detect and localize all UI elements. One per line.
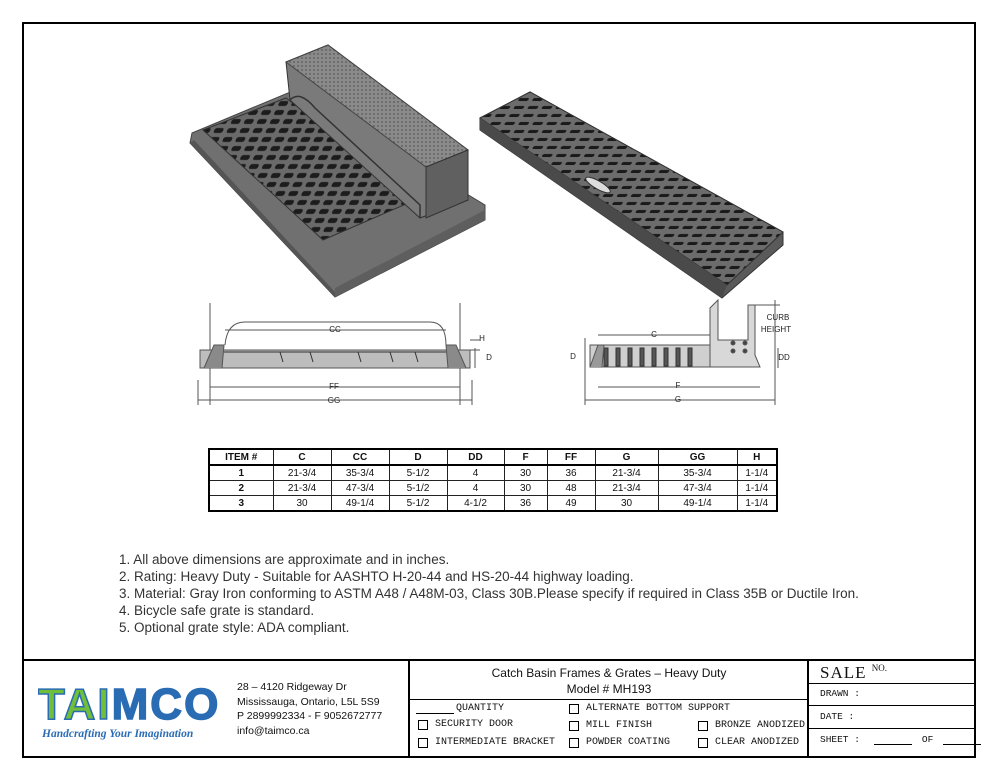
logo-letter: M — [111, 681, 151, 729]
table-cell: 1-1/4 — [737, 496, 777, 512]
model-number: Model # MH193 — [566, 682, 652, 696]
checkbox[interactable] — [418, 720, 428, 730]
notes-list — [119, 551, 859, 636]
dim-gg-label: GG — [327, 396, 341, 405]
table-cell: 36 — [547, 465, 595, 481]
dimension-table — [208, 448, 778, 512]
table-cell: 30 — [273, 496, 331, 512]
table-cell: 49 — [547, 496, 595, 512]
note-item: 3. Material: Gray Iron conforming to ASTM A48 / A48M-03, Class 30B.Please specify if required in Class 35B or Ductile Iron. — [119, 586, 859, 601]
col-header: DD — [447, 449, 504, 465]
table-header-row — [209, 449, 777, 465]
logo-letter: O — [184, 681, 221, 729]
table-cell: 36 — [504, 496, 547, 512]
title-block-top-rule — [22, 659, 976, 661]
curb-inlet-frame-illustration — [190, 45, 485, 297]
col-header: CC — [331, 449, 389, 465]
table-cell: 30 — [595, 496, 658, 512]
table-cell: 49-1/4 — [331, 496, 389, 512]
dim-cc-label: CC — [329, 325, 341, 334]
quantity-label: QUANTITY — [456, 703, 505, 714]
grate-illustration — [480, 92, 783, 298]
frame-section-drawing — [198, 303, 480, 405]
table-cell: 5-1/2 — [389, 481, 447, 496]
table-cell: 49-1/4 — [658, 496, 737, 512]
company-address-block — [237, 680, 382, 738]
table-cell: 35-3/4 — [331, 465, 389, 481]
table-cell: 21-3/4 — [595, 465, 658, 481]
table-cell: 21-3/4 — [273, 465, 331, 481]
dim-h-label: H — [479, 334, 485, 343]
col-header: C — [273, 449, 331, 465]
logo-letter: T — [38, 681, 64, 729]
dim-g-label: G — [674, 395, 682, 404]
title-block-rule — [408, 699, 808, 700]
curb-section-drawing — [585, 300, 780, 405]
table-cell: 48 — [547, 481, 595, 496]
checkbox[interactable] — [418, 738, 428, 748]
drawing-title — [410, 665, 808, 697]
title-block-rule — [808, 705, 976, 706]
option-mill-finish[interactable]: MILL FINISH — [569, 720, 652, 731]
note-item: 4. Bicycle safe grate is standard. — [119, 603, 315, 618]
title-block-rule — [808, 728, 976, 729]
checkbox[interactable] — [698, 738, 708, 748]
table-cell: 3 — [209, 496, 273, 512]
option-alternate-bottom-support[interactable]: ALTERNATE BOTTOM SUPPORT — [569, 703, 730, 714]
table-cell: 30 — [504, 481, 547, 496]
table-cell: 5-1/2 — [389, 496, 447, 512]
option-powder-coating[interactable]: POWDER COATING — [569, 737, 670, 748]
col-header: G — [595, 449, 658, 465]
col-header: D — [389, 449, 447, 465]
email: info@taimco.ca — [237, 724, 310, 737]
checkbox[interactable] — [698, 721, 708, 731]
checkbox[interactable] — [569, 704, 579, 714]
table-cell: 4 — [447, 465, 504, 481]
date-label: DATE : — [820, 711, 855, 722]
title-block-rule — [808, 683, 976, 684]
drawn-label: DRAWN : — [820, 688, 860, 699]
table-cell: 4-1/2 — [447, 496, 504, 512]
logo-letter: C — [150, 681, 185, 729]
dim-f-label: F — [675, 381, 681, 390]
col-header: F — [504, 449, 547, 465]
table-cell: 47-3/4 — [331, 481, 389, 496]
table-cell: 1-1/4 — [737, 481, 777, 496]
table-row — [209, 481, 777, 496]
col-header: GG — [658, 449, 737, 465]
checkbox[interactable] — [569, 738, 579, 748]
option-security-door[interactable]: SECURITY DOOR — [418, 719, 513, 730]
table-cell: 2 — [209, 481, 273, 496]
col-header: H — [737, 449, 777, 465]
table-row — [209, 465, 777, 481]
option-bronze-anodized[interactable]: BRONZE ANODIZED — [698, 720, 805, 731]
table-cell: 21-3/4 — [595, 481, 658, 496]
table-cell: 21-3/4 — [273, 481, 331, 496]
logo-letter: I — [97, 681, 112, 729]
quantity-field[interactable] — [416, 703, 504, 714]
address-line-1: 28 – 4120 Ridgeway Dr — [237, 681, 347, 693]
option-intermediate-bracket[interactable]: INTERMEDIATE BRACKET — [418, 737, 555, 748]
logo-wordmark — [38, 681, 220, 729]
table-cell: 5-1/2 — [389, 465, 447, 481]
table-cell: 35-3/4 — [658, 465, 737, 481]
phone-fax: P 2899992334 - F 9052672777 — [237, 710, 383, 722]
option-clear-anodized[interactable]: CLEAR ANODIZED — [698, 737, 799, 748]
col-header: FF — [547, 449, 595, 465]
table-row — [209, 496, 777, 512]
sheet-field — [820, 734, 981, 745]
table-cell: 47-3/4 — [658, 481, 737, 496]
checkbox[interactable] — [569, 721, 579, 731]
table-cell: 1 — [209, 465, 273, 481]
product-title: Catch Basin Frames & Grates – Heavy Duty — [491, 666, 727, 680]
dim-dd-label: DD — [778, 353, 790, 362]
table-cell: 30 — [504, 465, 547, 481]
dim-ff-label: FF — [329, 382, 339, 391]
dim-curb-height-label: HEIGHT — [760, 325, 792, 334]
address-line-2: Mississauga, Ontario, L5L 5S9 — [237, 695, 380, 708]
dim-d-right-label: D — [570, 352, 576, 361]
col-header: ITEM # — [209, 449, 273, 465]
table-cell: 1-1/4 — [737, 465, 777, 481]
note-item: 5. Optional grate style: ADA compliant. — [119, 620, 350, 635]
note-item: 1. All above dimensions are approximate and in inches. — [119, 552, 450, 567]
sheet-total-blank[interactable] — [943, 735, 981, 745]
table-cell: 4 — [447, 481, 504, 496]
of-label: OF — [921, 734, 934, 745]
logo-letter: A — [63, 681, 98, 729]
sheet-number-blank[interactable] — [874, 735, 912, 745]
sale-number-label: SALE $^{NO.}$ — [820, 663, 887, 682]
taimco-logo — [38, 681, 223, 743]
sheet-label: SHEET : — [820, 734, 860, 745]
logo-tagline: Handcrafting Your Imagination — [42, 728, 194, 740]
dim-curb-label: CURB — [766, 313, 790, 322]
note-item: 2. Rating: Heavy Duty - Suitable for AASHTO H-20-44 and HS-20-44 highway loading. — [119, 569, 634, 584]
dim-d-left-label: D — [486, 353, 492, 362]
dim-c-label: C — [651, 330, 657, 339]
